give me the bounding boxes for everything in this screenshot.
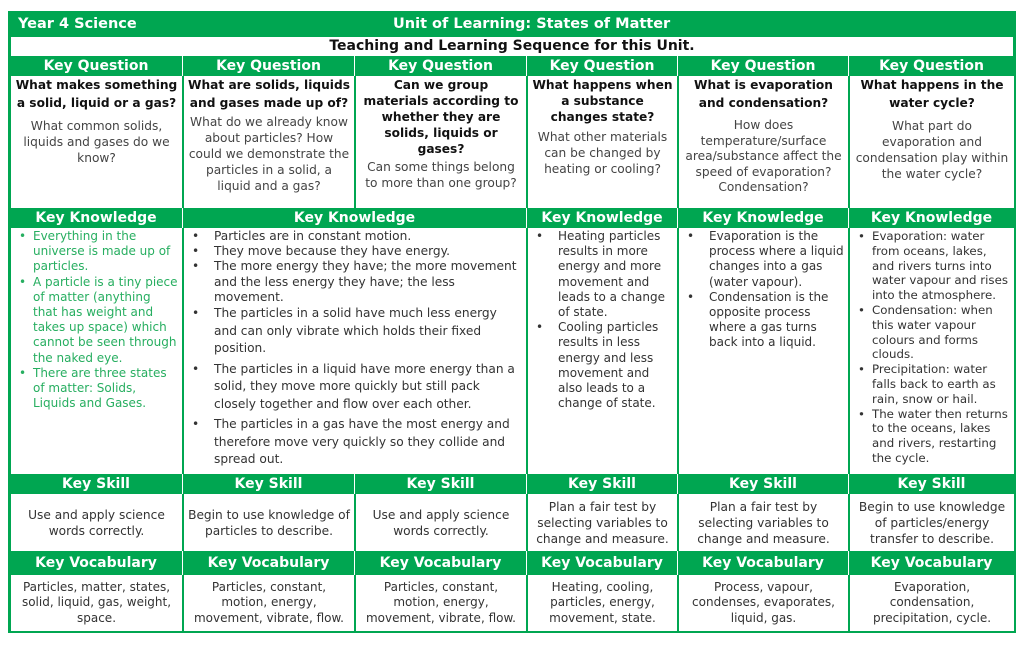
key-vocabulary-heading: Key Vocabulary	[677, 551, 848, 575]
skill-row	[10, 494, 1014, 551]
key-skill-heading: Key Skill	[848, 474, 1014, 494]
question-sub: What other materials can be changed by heating or cooling?	[537, 130, 668, 176]
knowledge-item: • Evaporation is the process where a liquid changes into a gas (water vapour).	[687, 229, 844, 289]
bullet-icon: •	[858, 406, 865, 421]
key-vocabulary-heading: Key Vocabulary	[354, 551, 526, 575]
vocabulary-row	[10, 575, 1014, 631]
bullet-icon: •	[536, 229, 544, 243]
question-sub: How does temperature/surface area/substance affect the speed of evaporation? Condensation?	[685, 118, 842, 194]
question-header-row	[10, 56, 1014, 76]
bullet-icon: •	[858, 229, 865, 243]
question-cell	[354, 76, 526, 208]
knowledge-cell	[182, 228, 526, 474]
skill-cell: Begin to use knowledge of particles/energy transfer to describe.	[848, 494, 1014, 551]
knowledge-cell	[677, 228, 848, 474]
key-skill-heading: Key Skill	[354, 474, 526, 494]
key-vocabulary-heading: Key Vocabulary	[526, 551, 677, 575]
knowledge-item: • Everything in the universe is made up of particles.	[19, 229, 171, 274]
knowledge-item: • The more energy they have; the more movement and the less energy they have; the less movement.	[192, 259, 517, 304]
question-main: What makes something a solid, liquid or a gas?	[15, 78, 178, 110]
key-question-heading: Key Question	[182, 56, 354, 76]
bullet-icon: •	[19, 274, 27, 289]
unit-title: Unit of Learning: States of Matter	[393, 16, 671, 32]
question-main: What happens in the water cycle?	[860, 78, 1004, 110]
knowledge-item: • The particles in a liquid have more energy than a solid, they move more quickly but still pack closely together and flow over each other.	[192, 361, 515, 411]
key-knowledge-heading: Key Knowledge	[10, 208, 182, 228]
key-skill-heading: Key Skill	[526, 474, 677, 494]
skill-cell: Use and apply science words correctly.	[11, 494, 182, 551]
vocabulary-cell: Particles, matter, states, solid, liquid, gas, weight, space.	[11, 575, 182, 631]
knowledge-header-row	[10, 208, 1014, 228]
knowledge-item: • A particle is a tiny piece of matter (anything that has weight and takes up space) which cannot be seen through the naked eye.	[19, 274, 178, 365]
bullet-icon: •	[536, 320, 544, 335]
key-knowledge-heading: Key Knowledge	[182, 208, 526, 228]
skill-cell: Begin to use knowledge of particles to describe.	[182, 494, 354, 551]
sequence-subtitle: Teaching and Learning Sequence for this Unit.	[11, 37, 1013, 56]
knowledge-item: • The particles in a gas have the most energy and therefore move very quickly so they collide and spread out.	[192, 417, 510, 467]
knowledge-item: • There are three states of matter: Solids, Liquids and Gases.	[19, 365, 167, 411]
knowledge-item: • The water then returns to the oceans, lakes and rivers, restarting the cycle.	[858, 406, 1008, 465]
question-cell	[526, 76, 677, 208]
question-cell	[182, 76, 354, 208]
knowledge-list	[854, 229, 1010, 466]
bullet-icon: •	[858, 302, 865, 317]
key-skill-heading: Key Skill	[10, 474, 182, 494]
key-vocabulary-heading: Key Vocabulary	[10, 551, 182, 575]
key-skill-heading: Key Skill	[182, 474, 354, 494]
knowledge-cell	[848, 228, 1014, 474]
knowledge-row	[10, 228, 1014, 474]
skill-cell: Plan a fair test by selecting variables to change and measure.	[677, 494, 848, 551]
vocabulary-cell: Heating, cooling, particles, energy, movement, state.	[526, 575, 677, 631]
bullet-icon: •	[192, 229, 200, 243]
key-knowledge-heading: Key Knowledge	[526, 208, 677, 228]
bullet-icon: •	[192, 417, 200, 432]
knowledge-list	[15, 229, 178, 411]
knowledge-item: • Precipitation: water falls back to earth as rain, snow or hail.	[858, 362, 996, 406]
bullet-icon: •	[192, 361, 200, 376]
knowledge-list	[532, 229, 673, 411]
bullet-icon: •	[19, 365, 27, 380]
bullet-icon: •	[192, 306, 200, 321]
bullet-icon: •	[687, 289, 695, 304]
key-question-heading: Key Question	[10, 56, 182, 76]
vocabulary-cell: Process, vapour, condenses, evaporates, liquid, gas.	[677, 575, 848, 631]
skill-cell: Use and apply science words correctly.	[354, 494, 526, 551]
question-sub: What common solids, liquids and gases do we know?	[23, 119, 170, 165]
skill-header-row	[10, 474, 1014, 494]
question-sub: What part do evaporation and condensation play within the water cycle?	[855, 119, 1009, 181]
knowledge-item: • Heating particles results in more energy and more movement and leads to a change of state.	[536, 229, 665, 320]
key-question-heading: Key Question	[677, 56, 848, 76]
bullet-icon: •	[192, 259, 200, 274]
bullet-icon: •	[19, 229, 27, 243]
vocabulary-cell: Particles, constant, motion, energy, movement, vibrate, flow.	[354, 575, 526, 631]
key-knowledge-heading: Key Knowledge	[848, 208, 1014, 228]
vocabulary-cell: Particles, constant, motion, energy, movement, vibrate, flow.	[182, 575, 354, 631]
key-skill-heading: Key Skill	[677, 474, 848, 494]
knowledge-item: • Evaporation: water from oceans, lakes, and rivers turns into water vapour and rises into the atmosphere.	[858, 229, 1008, 303]
key-vocabulary-heading: Key Vocabulary	[848, 551, 1014, 575]
question-main: Can we group materials according to whether they are solids, liquids or gases?	[363, 78, 519, 156]
question-cell	[848, 76, 1014, 208]
skill-cell: Plan a fair test by selecting variables to change and measure.	[526, 494, 677, 551]
key-question-heading: Key Question	[848, 56, 1014, 76]
question-sub: What do we already know about particles? How could we demonstrate the particles in a solid, a liquid and a gas?	[188, 115, 350, 193]
knowledge-item: • The particles in a solid have much less energy and can only vibrate which holds their fixed position.	[192, 306, 497, 356]
key-knowledge-heading: Key Knowledge	[677, 208, 848, 228]
bullet-icon: •	[192, 244, 200, 259]
knowledge-item: • Condensation: when this water vapour colours and forms clouds.	[858, 302, 993, 362]
unit-plan-table	[8, 11, 1016, 633]
key-question-heading: Key Question	[526, 56, 677, 76]
question-cell	[677, 76, 848, 208]
question-main: What happens when a substance changes state?	[532, 78, 673, 124]
question-cell	[11, 76, 182, 208]
question-main: What is evaporation and condensation?	[694, 78, 833, 110]
key-question-heading: Key Question	[354, 56, 526, 76]
knowledge-item: • Cooling particles results in less energy and less movement and also leads to a change of state.	[536, 320, 659, 411]
question-sub: Can some things belong to more than one group?	[365, 160, 517, 190]
key-vocabulary-heading: Key Vocabulary	[182, 551, 354, 575]
question-main: What are solids, liquids and gases made up of?	[188, 78, 350, 110]
knowledge-item: • They move because they have energy.	[192, 244, 450, 259]
knowledge-item: • Condensation is the opposite process where a gas turns back into a liquid.	[687, 289, 829, 350]
knowledge-item: • Particles are in constant motion.	[192, 229, 412, 243]
question-row	[10, 76, 1014, 208]
title-bar	[10, 13, 1014, 37]
year-subject-title: Year 4 Science	[18, 16, 137, 32]
knowledge-cell	[11, 228, 182, 474]
knowledge-cell	[526, 228, 677, 474]
vocabulary-cell: Evaporation, condensation, precipitation, cycle.	[848, 575, 1014, 631]
knowledge-list	[683, 229, 844, 351]
vocabulary-header-row	[10, 551, 1014, 575]
bullet-icon: •	[858, 362, 865, 377]
bullet-icon: •	[687, 229, 695, 243]
knowledge-list	[188, 229, 522, 469]
